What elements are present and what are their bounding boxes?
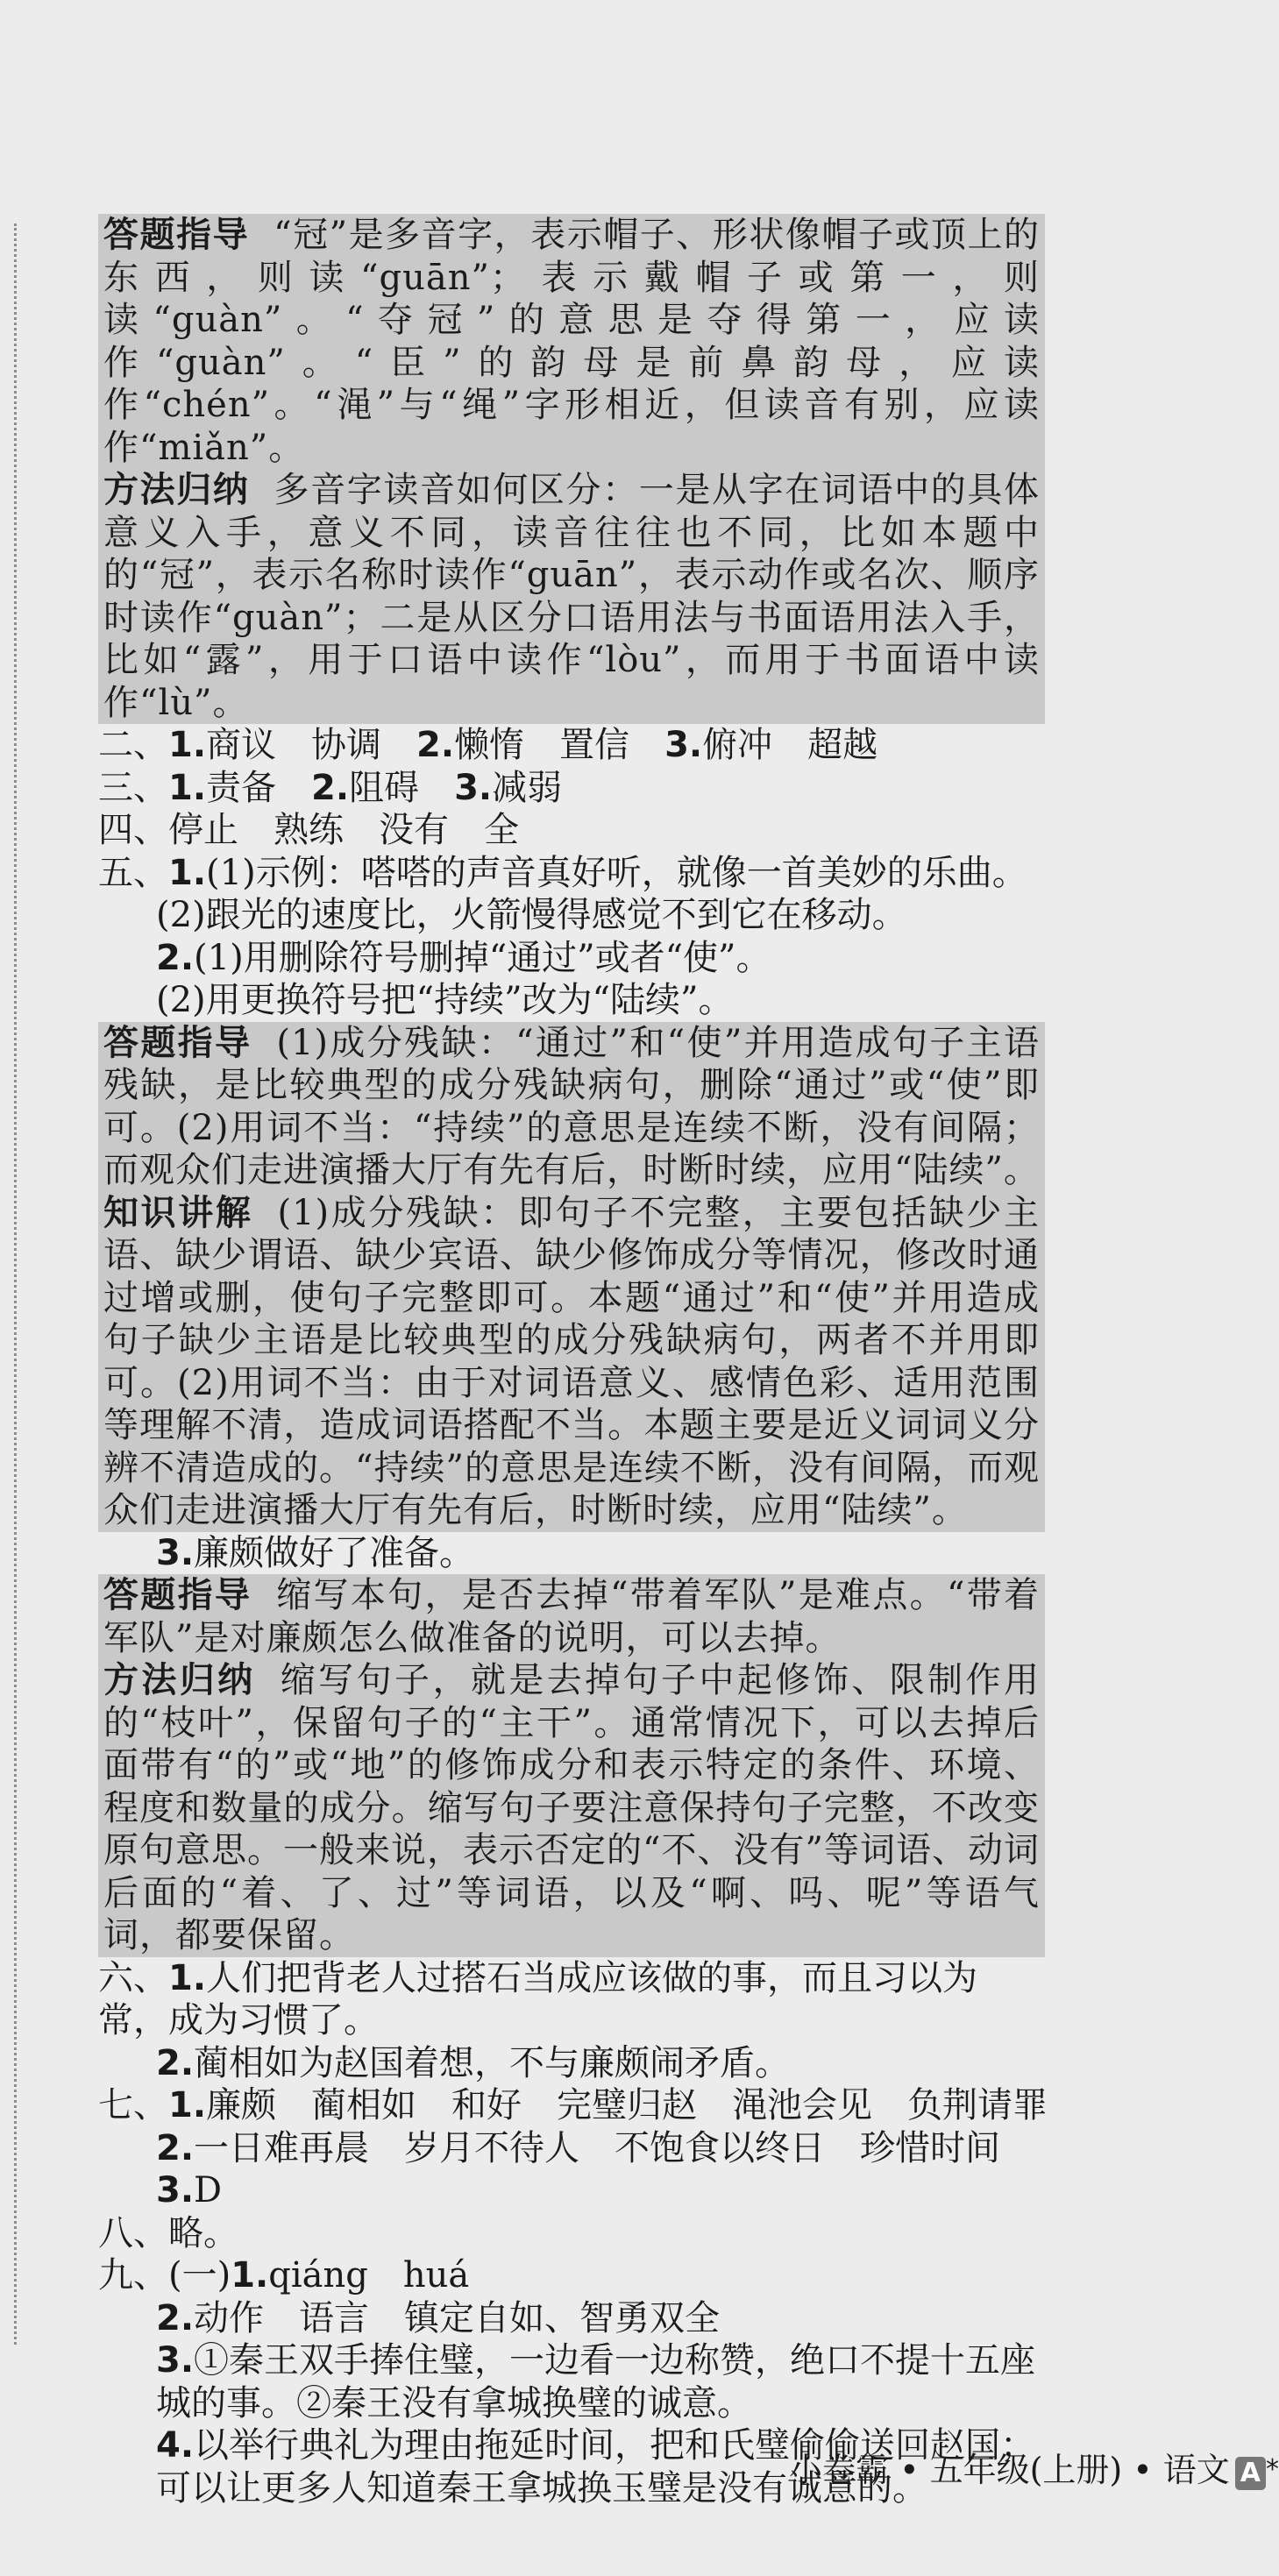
box-text: 缩写句子，就是去掉句子中起修饰、限制作用的“枝叶”，保留句子的“主干”。通常情况下，可以去掉后面带有“的”或“地”的修饰成分和表示特定的条件、环境、程度和数量的成分。缩写句子要注意保持句子完整，不改变原句意思。一般来说，表示否定的“不、没有”等词语、动词后面的“着、了、过”等词语，以及“啊、吗、呢”等语气词，都要保留。: [103, 1660, 1041, 1955]
section-9-answer-1: 九、(一)1.qiáng huá: [98, 2255, 470, 2296]
box-text: “冠”是多音字，表示帽子、形状像帽子或顶上的东西，则读“guān”；表示戴帽子或第一，则读“guàn”。“夺冠”的意思是夺得第一，应读作“guàn”。“臣”的韵母是前鼻韵母，应读作“chén”。“渑”与“绳”字形相近，但读音有别，应读作“miǎn”。: [103, 215, 1041, 468]
section-3-answer: 三、1.责备 2.阻碍 3.减弱: [98, 767, 563, 808]
box-text: (1)成分残缺：即句子不完整，主要包括缺少主语、缺少谓语、缺少宾语、缺少修饰成分等情况，修改时通过增或删，使句子完整即可。本题“通过”和“使”并用造成句子缺少主语是比较典型的成分残缺病句，两者不并用即可。(2)用词不当：由于对词语意义、感情色彩、适用范围等理解不清，造成词语搭配不当。本题主要是近义词词义分辨不清造成的。“持续”的意思是连续不断，没有间隔，而观众们走进演播大厅有先有后，时断时续，应用“陆续”。: [103, 1192, 1040, 1530]
section-5-answer-2-2: (2)用更换符号把“持续”改为“陆续”。: [156, 980, 734, 1020]
section-6-answer-2: 2.蔺相如为赵国着想，不与廉颇闹矛盾。: [156, 2042, 791, 2083]
section-7-answer-3: 3.D: [156, 2170, 223, 2211]
box-tag: 知识讲解: [103, 1192, 253, 1233]
box-tag: 方法归纳: [103, 1660, 256, 1700]
knowledge-box: [98, 1192, 1045, 1532]
section-8-answer: 八、略。: [98, 2212, 238, 2253]
section-6-answer-1: 六、1.人们把背老人过搭石当成应该做的事，而且习以为常，成为习惯了。: [98, 1957, 978, 2040]
section-2-answer: 二、1.商议 协调 2.懒惰 置信 3.俯冲 超越: [98, 725, 878, 765]
section-9-answer-4: 4.以举行典礼为理由拖延时间，把和氏璧偷偷送回赵国；可以让更多人知道秦王拿城换玉璧是没有诚意的。: [156, 2425, 1036, 2509]
section-9-answer-2: 2.动作 语言 镇定自如、智勇双全: [156, 2297, 721, 2338]
box-text: 缩写本句，是否去掉“带着军队”是难点。“带着军队”是对廉颇怎么做准备的说明，可以去掉。: [103, 1575, 1040, 1658]
section-5-answer-1-2: (2)跟光的速度比，火箭慢得感觉不到它在移动。: [156, 895, 907, 935]
method-summary-box: [98, 469, 1045, 724]
section-5-answer-1: 五、1.(1)示例：嗒嗒的声音真好听，就像一首美妙的乐曲。: [98, 852, 1027, 893]
section-5-answer-3: 3.廉颇做好了准备。: [156, 1532, 475, 1573]
answer-guide-box: [98, 1022, 1045, 1192]
section-7-answer-2: 2.一日难再晨 岁月不待人 不饱食以终日 珍惜时间: [156, 2127, 1001, 2168]
star-icon: *: [1266, 2454, 1279, 2485]
box-text: (1)成分残缺：“通过”和“使”并用造成句子主语残缺，是比较典型的成分残缺病句，删除“通过”或“使”即可。(2)用词不当：“持续”的意思是连续不断，没有间隔；而观众们走进演播大厅有先有后，时断时续，应用“陆续”。: [103, 1022, 1040, 1190]
box-tag: 答题指导: [103, 1022, 252, 1063]
footer-title: 小卷霸 • 五年级(上册) • 语文: [789, 2451, 1230, 2489]
answer-guide-box: [98, 214, 1045, 469]
section-9-answer-3: 3.①秦王双手捧住璧，一边看一边称赞，绝口不提十五座城的事。②秦王没有拿城换璧的诚意。: [156, 2340, 1036, 2423]
box-tag: 答题指导: [103, 215, 250, 255]
section-5-answer-2: 2.(1)用删除符号删掉“通过”或者“使”。: [156, 937, 771, 978]
answer-content: [98, 214, 1048, 2509]
method-summary-box: [98, 1659, 1045, 1957]
box-text: 多音字读音如何区分：一是从字在词语中的具体意义入手，意义不同，读音往往也不同，比如本题中的“冠”，表示名称时读作“guān”，表示动作或名次、顺序时读作“guàn”；二是从区分口语用法与书面语用法入手，比如“露”，用于口语中读作“lòu”，而用于书面语中读作“lù”。: [103, 470, 1040, 723]
page-footer: [789, 2449, 1279, 2491]
binding-cut-line: [14, 224, 17, 2345]
box-tag: 方法归纳: [103, 470, 250, 510]
section-4-answer: 四、停止 熟练 没有 全: [98, 810, 519, 850]
edition-badge: A: [1235, 2457, 1266, 2490]
section-7-answer-1: 七、1.廉颇 蔺相如 和好 完璧归赵 渑池会见 负荆请罪: [98, 2085, 1048, 2125]
box-tag: 答题指导: [103, 1575, 252, 1615]
answer-guide-box: [98, 1574, 1045, 1659]
